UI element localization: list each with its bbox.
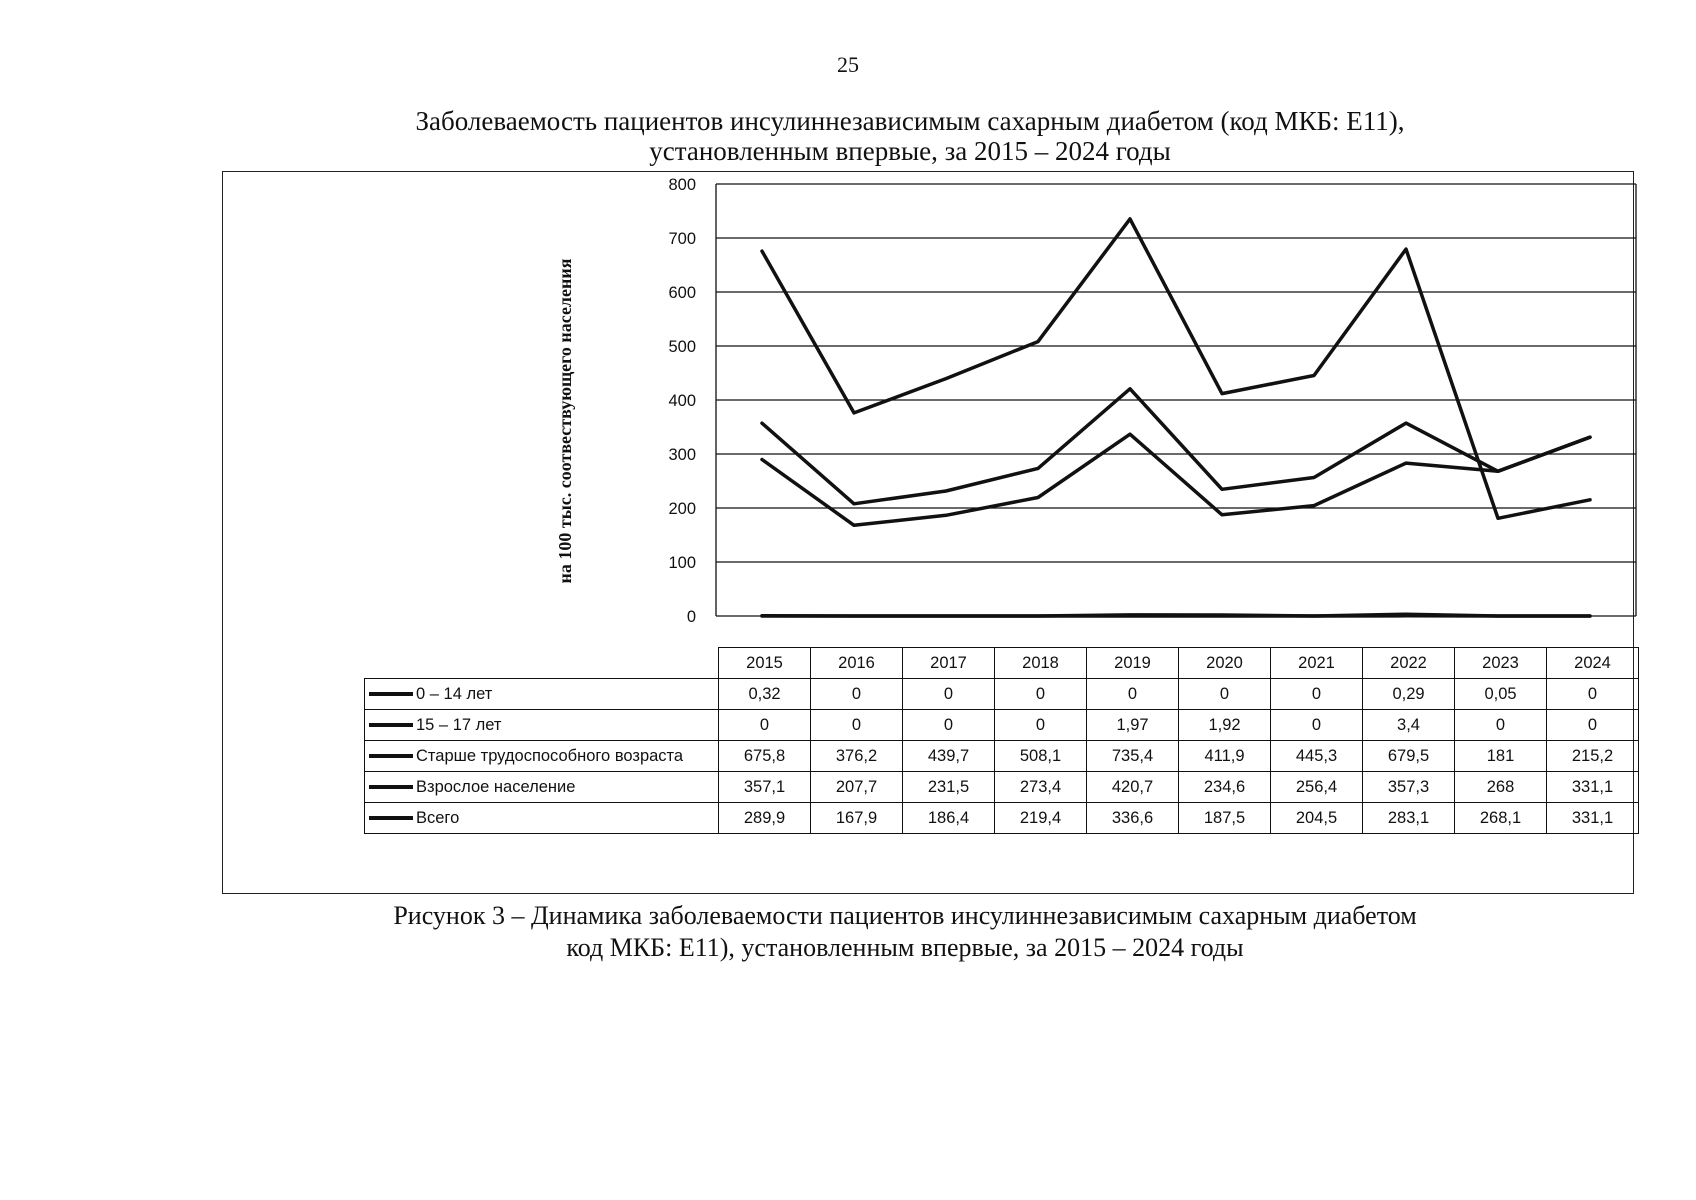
figure-caption: [0, 900, 1696, 964]
data-label: 3,4: [1363, 710, 1455, 741]
data-label: 508,1: [995, 741, 1087, 772]
data-label: 0: [995, 679, 1087, 710]
x-tick-label: 2023: [1455, 648, 1547, 679]
caption-line-1: Рисунок 3 – Динамика заболеваемости пациентов инсулиннезависимым сахарным диабетом: [393, 901, 1417, 930]
data-label: 411,9: [1179, 741, 1271, 772]
data-label: 268: [1455, 772, 1547, 803]
data-label: 675,8: [719, 741, 811, 772]
data-label: 420,7: [1087, 772, 1179, 803]
y-tick-label: 400: [668, 392, 696, 410]
data-label: 0: [1271, 710, 1363, 741]
page-number: 25: [837, 52, 859, 77]
y-tick-label: 200: [668, 500, 696, 518]
data-label: 256,4: [1271, 772, 1363, 803]
data-label: 273,4: [995, 772, 1087, 803]
data-label: 331,1: [1547, 772, 1639, 803]
data-label: 735,4: [1087, 741, 1179, 772]
table-corner-cell: [365, 648, 719, 679]
y-tick-label: 800: [668, 176, 696, 194]
data-label: 186,4: [903, 803, 995, 834]
data-label: 445,3: [1271, 741, 1363, 772]
legend-entry: [365, 772, 719, 803]
x-tick-label: 2024: [1547, 648, 1639, 679]
chart-title-line-2: установленным впервые, за 2015 – 2024 годы: [649, 136, 1171, 166]
x-tick-label: 2022: [1363, 648, 1455, 679]
data-label: 289,9: [719, 803, 811, 834]
series-line-5: [762, 434, 1590, 525]
x-tick-label: 2018: [995, 648, 1087, 679]
x-tick-label: 2016: [811, 648, 903, 679]
data-label: 0,29: [1363, 679, 1455, 710]
legend-line-key: [369, 723, 413, 727]
data-label: 336,6: [1087, 803, 1179, 834]
data-label: 0: [1179, 679, 1271, 710]
legend-line-key: [369, 816, 413, 820]
data-label: 0,05: [1455, 679, 1547, 710]
y-tick-label: 0: [686, 608, 696, 626]
table-row: [365, 741, 1639, 772]
legend-label: 0 – 14 лет: [416, 684, 493, 703]
data-table: [364, 647, 1639, 834]
y-tick-label: 700: [668, 230, 696, 248]
table-row: [365, 772, 1639, 803]
legend-entry: [365, 679, 719, 710]
y-tick-label: 500: [668, 338, 696, 356]
data-label: 0: [1547, 679, 1639, 710]
data-label: 204,5: [1271, 803, 1363, 834]
data-label: 234,6: [1179, 772, 1271, 803]
data-label: 0: [903, 710, 995, 741]
data-label: 0: [1271, 679, 1363, 710]
table-row: [365, 710, 1639, 741]
legend-label: Старше трудоспособного возраста: [416, 746, 684, 765]
data-label: 207,7: [811, 772, 903, 803]
series-line-2: [762, 614, 1590, 616]
legend-line-key: [369, 692, 413, 696]
caption-line-2: код МКБ: E11), установленным впервые, за 2015 – 2024 годы: [566, 933, 1244, 962]
x-tick-label: 2021: [1271, 648, 1363, 679]
data-label: 679,5: [1363, 741, 1455, 772]
y-tick-label: 600: [668, 284, 696, 302]
y-tick-label: 100: [668, 554, 696, 572]
data-label: 0: [1455, 710, 1547, 741]
data-label: 0: [903, 679, 995, 710]
data-label: 219,4: [995, 803, 1087, 834]
x-tick-label: 2017: [903, 648, 995, 679]
data-label: 357,3: [1363, 772, 1455, 803]
x-tick-label: 2015: [719, 648, 811, 679]
legend-label: Взрослое население: [416, 777, 576, 796]
legend-label: 15 – 17 лет: [416, 715, 502, 734]
chart-title-line-1: Заболеваемость пациентов инсулиннезависимым сахарным диабетом (код МКБ: E11),: [415, 106, 1405, 136]
data-label: 231,5: [903, 772, 995, 803]
table-header-row: [365, 648, 1639, 679]
data-label: 0: [995, 710, 1087, 741]
legend-line-key: [369, 754, 413, 758]
data-label: 167,9: [811, 803, 903, 834]
table-row: [365, 803, 1639, 834]
series-line-4: [762, 389, 1590, 504]
data-label: 439,7: [903, 741, 995, 772]
data-label: 268,1: [1455, 803, 1547, 834]
legend-line-key: [369, 785, 413, 789]
data-label: 1,92: [1179, 710, 1271, 741]
x-tick-label: 2019: [1087, 648, 1179, 679]
data-label: 283,1: [1363, 803, 1455, 834]
data-label: 331,1: [1547, 803, 1639, 834]
data-label: 215,2: [1547, 741, 1639, 772]
x-tick-label: 2020: [1179, 648, 1271, 679]
data-label: 187,5: [1179, 803, 1271, 834]
y-tick-label: 300: [668, 446, 696, 464]
data-label: 181: [1455, 741, 1547, 772]
data-label: 0: [811, 710, 903, 741]
data-label: 0,32: [719, 679, 811, 710]
data-label: 1,97: [1087, 710, 1179, 741]
data-label: 0: [1547, 710, 1639, 741]
data-label: 376,2: [811, 741, 903, 772]
legend-entry: [365, 710, 719, 741]
data-label: 0: [811, 679, 903, 710]
legend-entry: [365, 803, 719, 834]
data-label: 357,1: [719, 772, 811, 803]
data-label: 0: [1087, 679, 1179, 710]
y-axis-label: на 100 тыс. соотвествующего населения: [555, 258, 575, 584]
legend-entry: [365, 741, 719, 772]
data-label: 0: [719, 710, 811, 741]
legend-label: Всего: [416, 808, 460, 827]
table-row: [365, 679, 1639, 710]
